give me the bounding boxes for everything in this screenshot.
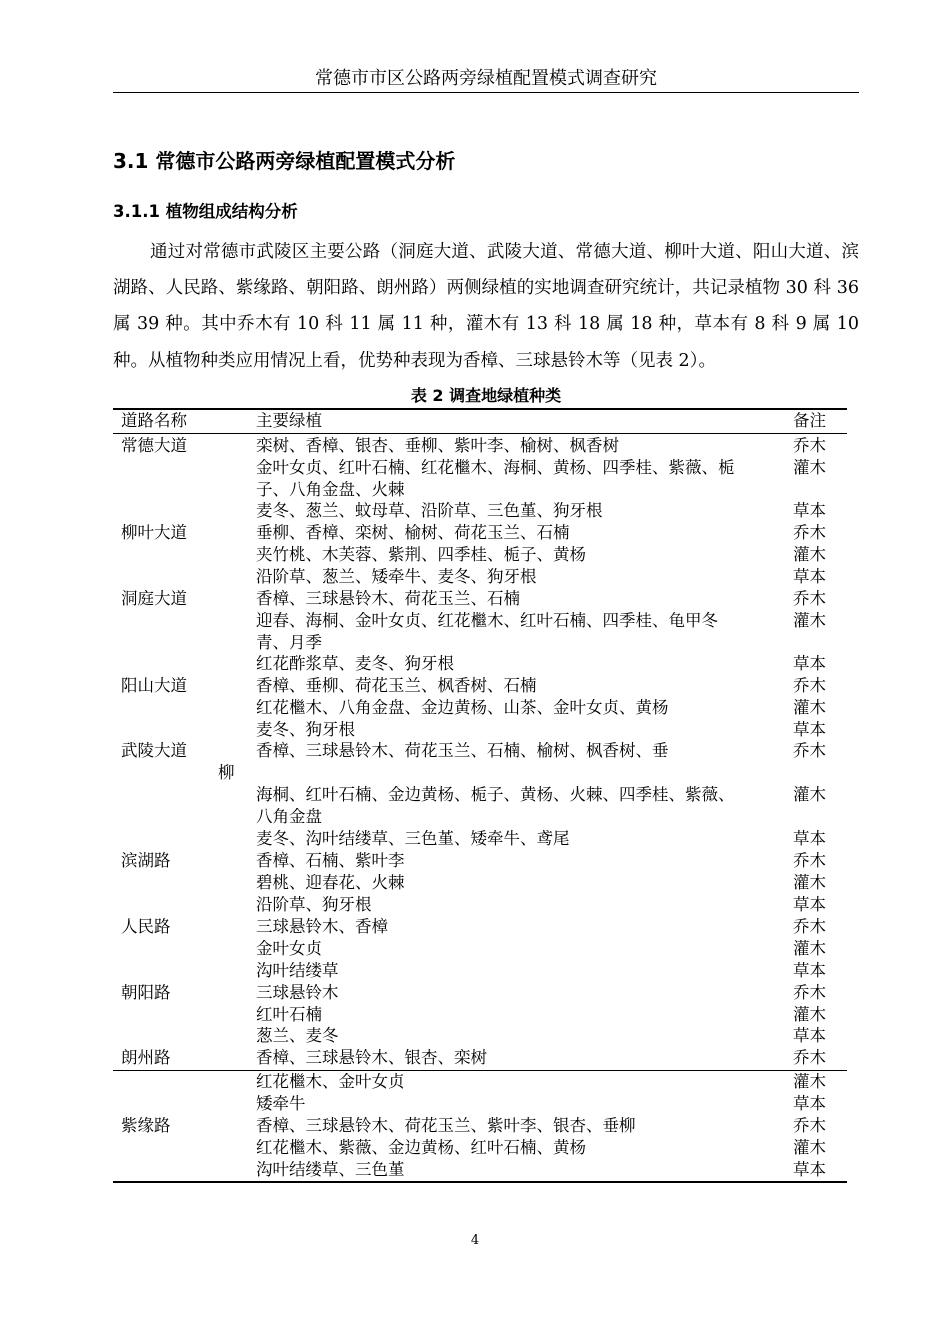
- plants-cell: 香樟、三球悬铃木、荷花玉兰、石楠、榆树、枫香树、垂: [256, 741, 669, 760]
- plants-cell: 迎春、海桐、金叶女贞、红花檵木、红叶石楠、四季桂、龟甲冬青、月季: [256, 611, 718, 652]
- plants-cell: 香樟、三球悬铃木、荷花玉兰、紫叶李、银杏、垂柳: [256, 1116, 636, 1135]
- note-cell: 草本: [793, 501, 826, 520]
- plants-cell: 香樟、三球悬铃木、荷花玉兰、石楠: [256, 589, 520, 608]
- note-cell: 灌木: [793, 1072, 826, 1091]
- plants-cell: 矮牵牛: [256, 1094, 306, 1113]
- plants-cell: 香樟、石楠、紫叶李: [256, 851, 405, 870]
- note-cell: 草本: [793, 720, 826, 739]
- road-name: 滨湖路: [121, 851, 171, 870]
- road-name: 柳叶大道: [121, 523, 187, 542]
- plants-cell: 麦冬、葱兰、蚊母草、沿阶草、三色堇、狗牙根: [256, 501, 603, 520]
- table-caption: 表 2 调查地绿植种类: [410, 386, 562, 405]
- road-name: 人民路: [121, 917, 171, 936]
- plants-cell: 夹竹桃、木芙蓉、紫荆、四季桂、栀子、黄杨: [256, 545, 586, 564]
- plants-cell: 垂柳、香樟、栾树、榆树、荷花玉兰、石楠: [256, 523, 570, 542]
- plants-cell: 海桐、红叶石楠、金边黄杨、栀子、黄杨、火棘、四季桂、紫薇、八角金盘: [256, 785, 735, 826]
- note-cell: 草本: [793, 654, 826, 673]
- note-cell: 灌木: [793, 698, 826, 717]
- plants-cell: 沿阶草、狗牙根: [256, 895, 372, 914]
- plants-cell: 沟叶结缕草、三色堇: [256, 1160, 405, 1179]
- plants-continuation: 柳: [218, 763, 235, 782]
- plants-cell: 三球悬铃木、香樟: [256, 917, 388, 936]
- note-cell: 灌木: [793, 873, 826, 892]
- plants-cell: 三球悬铃木: [256, 983, 339, 1002]
- road-name: 常德大道: [121, 436, 187, 455]
- note-cell: 乔木: [793, 1048, 826, 1067]
- plants-cell: 麦冬、沟叶结缕草、三色堇、矮牵牛、鸢尾: [256, 829, 570, 848]
- note-cell: 灌木: [793, 939, 826, 958]
- plants-cell: 金叶女贞: [256, 939, 322, 958]
- note-cell: 草本: [793, 1160, 826, 1179]
- note-cell: 乔木: [793, 436, 826, 455]
- note-cell: 草本: [793, 567, 826, 586]
- plants-cell: 麦冬、狗牙根: [256, 720, 355, 739]
- plants-cell: 葱兰、麦冬: [256, 1026, 339, 1045]
- road-name: 紫缘路: [121, 1116, 171, 1135]
- plants-cell: 沟叶结缕草: [256, 961, 339, 980]
- note-cell: 草本: [793, 829, 826, 848]
- note-cell: 灌木: [793, 1138, 826, 1157]
- plants-cell: 金叶女贞、红叶石楠、红花檵木、海桐、黄杨、四季桂、紫薇、栀子、八角金盘、火棘: [256, 458, 735, 499]
- note-cell: 乔木: [793, 917, 826, 936]
- header-rule: [113, 92, 859, 93]
- subsection-heading: 3.1.1 植物组成结构分析: [113, 202, 298, 221]
- road-name: 朗州路: [121, 1048, 171, 1067]
- note-cell: 乔木: [793, 851, 826, 870]
- header-note: 备注: [793, 411, 826, 430]
- header-plants: 主要绿植: [256, 411, 322, 430]
- note-cell: 乔木: [793, 589, 826, 608]
- plants-cell: 香樟、垂柳、荷花玉兰、枫香树、石楠: [256, 676, 537, 695]
- note-cell: 乔木: [793, 523, 826, 542]
- note-cell: 草本: [793, 1094, 826, 1113]
- note-cell: 灌木: [793, 545, 826, 564]
- note-cell: 乔木: [793, 741, 826, 760]
- road-name: 洞庭大道: [121, 589, 187, 608]
- road-name: 阳山大道: [121, 676, 187, 695]
- page-number: 4: [470, 1233, 480, 1248]
- header-road: 道路名称: [121, 411, 187, 430]
- plants-cell: 沿阶草、葱兰、矮牵牛、麦冬、狗牙根: [256, 567, 537, 586]
- plants-cell: 红叶石楠: [256, 1005, 322, 1024]
- running-header: 常德市市区公路两旁绿植配置模式调查研究: [315, 68, 657, 89]
- road-name: 朝阳路: [121, 983, 171, 1002]
- plants-cell: 碧桃、迎春花、火棘: [256, 873, 405, 892]
- note-cell: 灌木: [793, 785, 826, 804]
- note-cell: 乔木: [793, 1116, 826, 1135]
- plants-cell: 红花檵木、八角金盘、金边黄杨、山茶、金叶女贞、黄杨: [256, 698, 669, 717]
- plants-cell: 香樟、三球悬铃木、银杏、栾树: [256, 1048, 487, 1067]
- plants-cell: 红花檵木、紫薇、金边黄杨、红叶石楠、黄杨: [256, 1138, 586, 1157]
- table-header-rule: [113, 433, 847, 434]
- table-bottom-rule: [113, 1181, 847, 1183]
- note-cell: 灌木: [793, 611, 826, 630]
- body-paragraph: 通过对常德市武陵区主要公路（洞庭大道、武陵大道、常德大道、柳叶大道、阳山大道、滨湖路、人民路、紫缘路、朝阳路、朗州路）两侧绿植的实地调查研究统计，共记录植物 30 科 36 属 39 种。其中乔木有 10 科 11 属 11 种，灌木有 13 科 18 属 18 种，草本有 8 科 9 属 10 种。从植物种类应用情况上看，优势种表现为香樟、三球悬铃木等（见表 2）。: [113, 242, 859, 371]
- plants-cell: 栾树、香樟、银杏、垂柳、紫叶李、榆树、枫香树: [256, 436, 619, 455]
- note-cell: 草本: [793, 895, 826, 914]
- plants-cell: 红花檵木、金叶女贞: [256, 1072, 405, 1091]
- note-cell: 草本: [793, 961, 826, 980]
- section-heading: 3.1 常德市公路两旁绿植配置模式分析: [113, 149, 456, 173]
- note-cell: 灌木: [793, 1005, 826, 1024]
- note-cell: 乔木: [793, 983, 826, 1002]
- road-name: 武陵大道: [121, 741, 187, 760]
- note-cell: 乔木: [793, 676, 826, 695]
- plants-cell: 红花酢浆草、麦冬、狗牙根: [256, 654, 454, 673]
- note-cell: 草本: [793, 1026, 826, 1045]
- note-cell: 灌木: [793, 458, 826, 477]
